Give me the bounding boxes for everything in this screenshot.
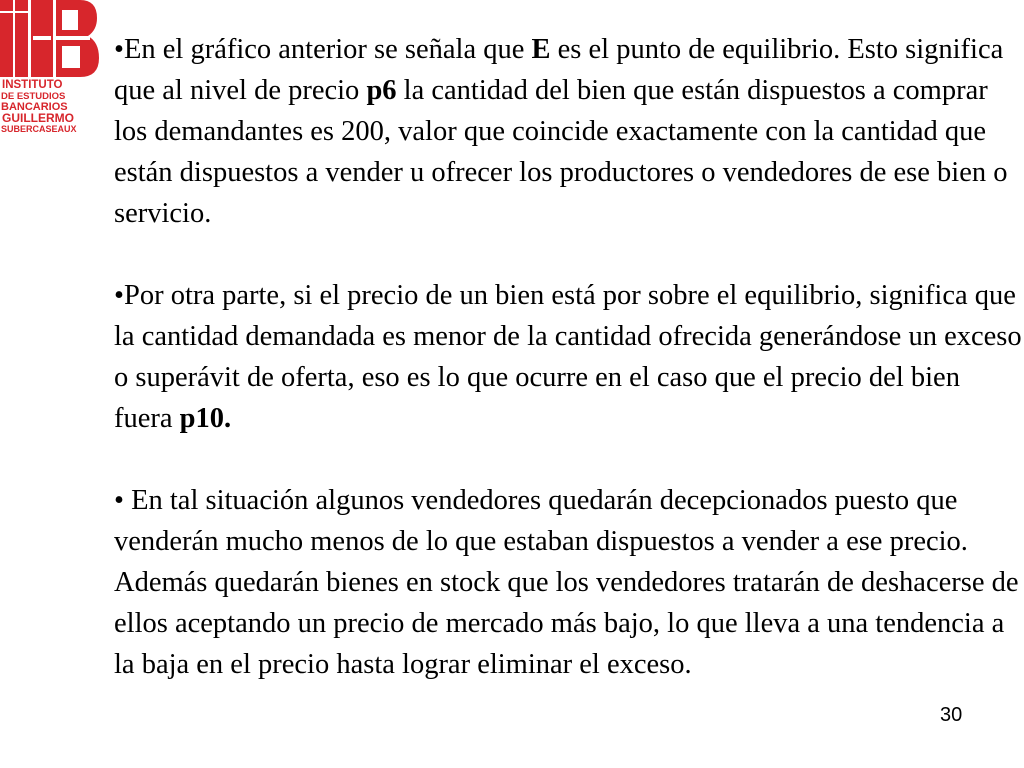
text-run: es el punto de equilibrio. Esto significa que al nivel de precio <box>114 34 1004 106</box>
logo-line-instituto: INSTITUTO <box>2 79 63 91</box>
institute-logo <box>0 0 100 150</box>
text-run: •Por otra parte, si el precio de un bien está por sobre el equilibrio, significa que la cantidad demandada es menor de la cantidad ofrecida generándose un exceso o superávit de oferta, eso es lo que ocurre en el caso que el precio del bien fuera <box>114 280 1022 434</box>
paragraph-equilibrium <box>114 29 1022 234</box>
bold-term-p6: p6 <box>366 75 397 106</box>
logo-line-bancarios: BANCARIOS <box>1 101 68 113</box>
bold-term-p10: p10. <box>179 403 232 434</box>
logo-line-guillermo: GUILLERMO <box>2 111 74 125</box>
slide-body <box>114 29 1022 685</box>
page-number: 30 <box>940 704 963 726</box>
paragraph-sellers: • En tal situación algunos vendedores quedarán decepcionados puesto que venderán mucho menos de lo que estaban dispuestos a vender a ese precio. Además quedarán bienes en stock que los vendedores tratarán de deshacerse de ellos aceptando un precio de mercado más bajo, lo que lleva a una tendencia a la baja en el precio hasta lograr eliminar el exceso. <box>114 485 1019 680</box>
bold-term-e: E <box>531 34 551 65</box>
text-run: •En el gráfico anterior se señala que <box>114 34 532 65</box>
logo-text <box>0 80 100 135</box>
logo-line-subercaseaux: SUBERCASEAUX <box>1 124 77 134</box>
text-run: la cantidad del bien que están dispuestos a comprar los demandantes es 200, valor que coincide exactamente con la cantidad que están dispuestos a vender u ofrecer los productores o vendedores de ese bien o servicio. <box>114 75 1008 229</box>
paragraph-surplus <box>114 275 1022 439</box>
logo-line-estudios: DE ESTUDIOS <box>1 91 66 102</box>
logo-mark-icon <box>0 0 100 80</box>
